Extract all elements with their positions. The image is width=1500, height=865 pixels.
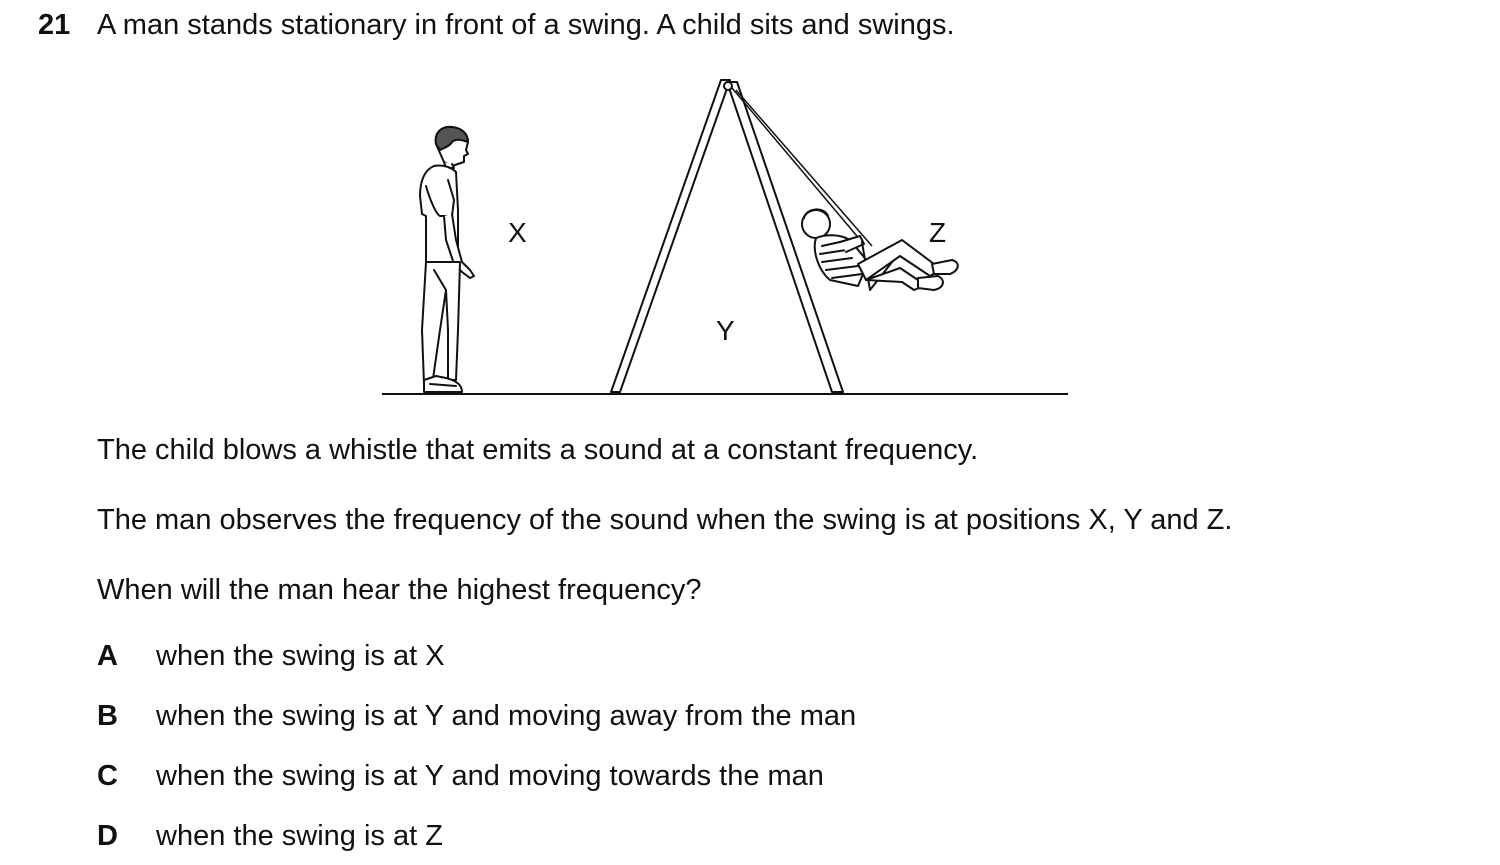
option-c-letter: C — [97, 760, 118, 792]
label-y: Y — [716, 315, 735, 346]
label-z: Z — [929, 217, 947, 248]
option-c-text: when the swing is at Y and moving towards the man — [156, 760, 824, 792]
man-figure — [420, 127, 474, 392]
swing-diagram — [0, 0, 1500, 420]
paragraph-whistle: The child blows a whistle that emits a sound at a constant frequency. — [97, 434, 979, 466]
paragraph-observation: The man observes the frequency of the sound when the swing is at positions X, Y and Z. — [97, 504, 1233, 536]
label-x: X — [508, 217, 527, 248]
question-number: 21 — [38, 9, 71, 41]
option-a-letter: A — [97, 640, 118, 672]
option-d-text: when the swing is at Z — [156, 820, 443, 852]
option-b-text: when the swing is at Y and moving away from the man — [156, 700, 857, 732]
question-stem: A man stands stationary in front of a swing. A child sits and swings. — [97, 9, 955, 41]
option-d-letter: D — [97, 820, 118, 852]
option-b-letter: B — [97, 700, 118, 732]
question-prompt: When will the man hear the highest frequency? — [97, 574, 702, 606]
option-a-text: when the swing is at X — [156, 640, 445, 672]
